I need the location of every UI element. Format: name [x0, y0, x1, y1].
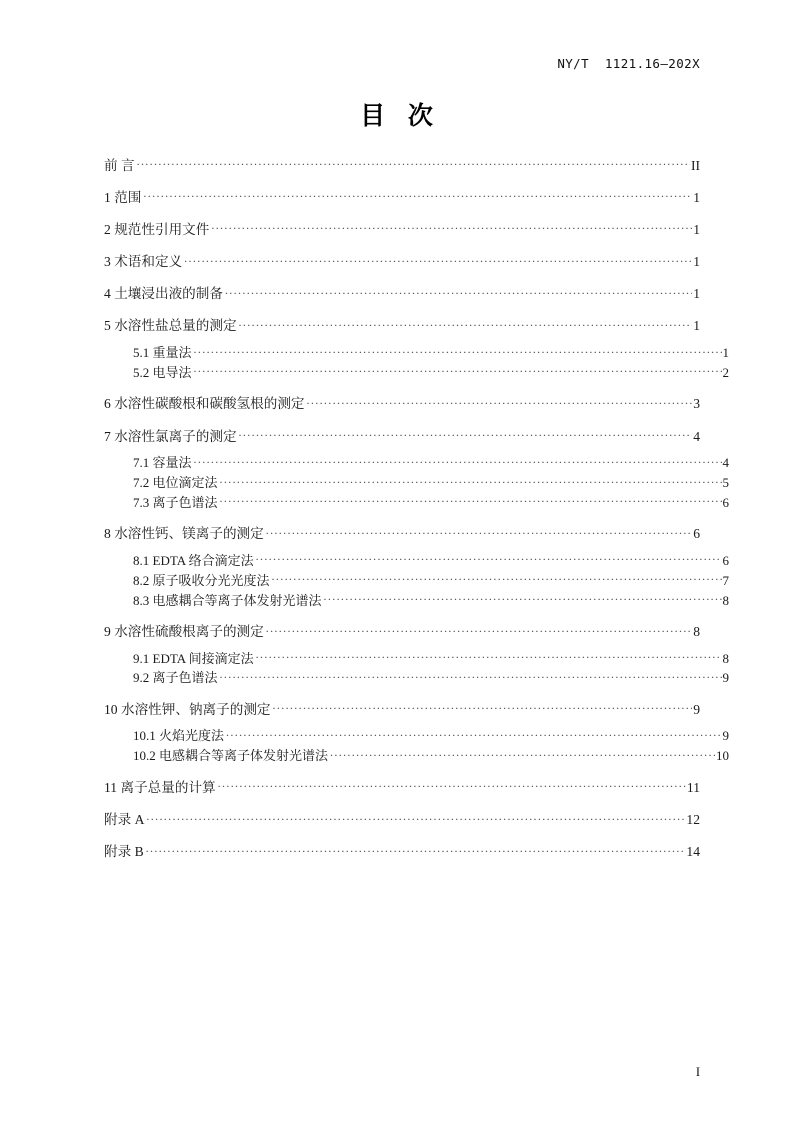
toc-entry[interactable] — [104, 843, 700, 861]
toc-leader-dots — [220, 474, 722, 487]
toc-entry-label: 1 范围 — [104, 189, 142, 205]
toc-entry-label: 9 水溶性硫酸根离子的测定 — [104, 624, 264, 640]
toc-leader-dots — [256, 552, 722, 565]
toc-entry-label: 附录 B — [104, 844, 144, 860]
toc-entry[interactable] — [104, 592, 729, 609]
toc-leader-dots — [239, 427, 693, 441]
toc-entry-page-number: 1 — [693, 189, 700, 205]
toc-entry-page-number: 2 — [722, 364, 729, 380]
footer-page-number: I — [695, 1065, 700, 1079]
running-header-standard-number: NY/T 1121.16—202X — [557, 56, 700, 71]
toc-leader-dots — [239, 317, 693, 331]
toc-entry-label: 2 规范性引用文件 — [104, 221, 210, 237]
toc-leader-dots — [273, 700, 693, 714]
toc-entry-label: 7.1 容量法 — [133, 455, 192, 471]
page-title: 目 次 — [360, 101, 440, 130]
toc-leader-dots — [307, 395, 693, 409]
toc-leader-dots — [184, 253, 692, 267]
toc-entry-page-number: 3 — [693, 396, 700, 412]
toc-entry-page-number: 12 — [686, 811, 700, 827]
toc-entry-page-number: 6 — [722, 552, 729, 568]
toc-entry-label: 9.1 EDTA 间接滴定法 — [133, 650, 254, 666]
toc-leader-dots — [220, 494, 722, 507]
toc-leader-dots — [272, 572, 722, 585]
toc-leader-dots — [143, 188, 692, 202]
toc-entry-page-number: 1 — [693, 254, 700, 270]
toc-entry[interactable] — [104, 700, 700, 718]
toc-entry-page-number: 9 — [722, 670, 729, 686]
toc-entry[interactable] — [104, 188, 700, 206]
toc-entry-label: 5.1 重量法 — [133, 345, 192, 361]
toc-entry-label: 7 水溶性氯离子的测定 — [104, 428, 237, 444]
toc-entry-label: 5.2 电导法 — [133, 364, 192, 380]
toc-leader-dots — [194, 454, 722, 467]
toc-entry[interactable] — [104, 285, 700, 303]
toc-entry[interactable] — [104, 474, 729, 491]
toc-leader-dots — [146, 843, 686, 857]
toc-leader-dots — [266, 622, 692, 636]
toc-entry-label: 7.3 离子色谱法 — [133, 494, 218, 510]
toc-entry-page-number: 6 — [722, 494, 729, 510]
toc-entry-page-number: 5 — [722, 474, 729, 490]
toc-leader-dots — [137, 156, 690, 170]
table-of-contents — [104, 156, 729, 861]
toc-entry[interactable] — [104, 552, 729, 569]
toc-leader-dots — [146, 810, 685, 824]
toc-entry-label: 9.2 离子色谱法 — [133, 670, 218, 686]
toc-entry[interactable] — [104, 427, 700, 445]
toc-entry-page-number: 1 — [722, 345, 729, 361]
toc-entry[interactable] — [104, 525, 700, 543]
toc-entry[interactable] — [104, 395, 700, 413]
toc-entry-label: 8.3 电感耦合等离子体发射光谱法 — [133, 592, 322, 608]
toc-entry[interactable] — [104, 669, 729, 686]
toc-entry[interactable] — [104, 253, 700, 271]
toc-entry-page-number: 1 — [693, 318, 700, 334]
toc-entry-page-number: 11 — [686, 779, 700, 795]
toc-entry-page-number: 1 — [693, 286, 700, 302]
toc-entry-page-number: 6 — [693, 526, 700, 542]
toc-entry[interactable] — [104, 622, 700, 640]
toc-entry-label: 8 水溶性钙、镁离子的测定 — [104, 526, 264, 542]
toc-entry-label: 10 水溶性钾、钠离子的测定 — [104, 701, 271, 717]
toc-entry[interactable] — [104, 220, 700, 238]
toc-entry[interactable] — [104, 727, 729, 744]
toc-entry[interactable] — [104, 364, 729, 381]
toc-leader-dots — [218, 778, 686, 792]
toc-entry-label: 10.2 电感耦合等离子体发射光谱法 — [133, 748, 329, 764]
toc-entry-page-number: 4 — [722, 455, 729, 471]
toc-entry-page-number: 9 — [722, 728, 729, 744]
toc-entry[interactable] — [104, 494, 729, 511]
toc-entry[interactable] — [104, 572, 729, 589]
toc-entry-page-number: 9 — [693, 701, 700, 717]
toc-entry-label: 4 土壤浸出液的制备 — [104, 286, 223, 302]
toc-entry[interactable] — [104, 747, 729, 764]
toc-entry-page-number: 4 — [693, 428, 700, 444]
toc-entry-page-number: 8 — [722, 592, 729, 608]
toc-entry-page-number: 7 — [722, 572, 729, 588]
toc-entry[interactable] — [104, 454, 729, 471]
toc-leader-dots — [225, 285, 692, 299]
toc-entry-page-number: 1 — [693, 221, 700, 237]
toc-entry[interactable] — [104, 778, 700, 796]
toc-leader-dots — [211, 220, 692, 234]
toc-leader-dots — [194, 364, 722, 377]
toc-entry[interactable] — [104, 810, 700, 828]
toc-entry-page-number: 8 — [693, 624, 700, 640]
toc-entry-label: 前 言 — [104, 157, 135, 173]
toc-entry-label: 8.1 EDTA 络合滴定法 — [133, 552, 254, 568]
toc-entry[interactable] — [104, 344, 729, 361]
toc-leader-dots — [220, 669, 722, 682]
toc-entry-label: 7.2 电位滴定法 — [133, 474, 218, 490]
toc-leader-dots — [330, 747, 715, 760]
toc-leader-dots — [194, 344, 722, 357]
toc-entry-page-number: II — [690, 157, 700, 173]
toc-entry-label: 11 离子总量的计算 — [104, 779, 216, 795]
toc-entry[interactable] — [104, 650, 729, 667]
toc-entry-page-number: 8 — [722, 650, 729, 666]
toc-entry-label: 8.2 原子吸收分光光度法 — [133, 572, 270, 588]
toc-entry-label: 5 水溶性盐总量的测定 — [104, 318, 237, 334]
toc-entry-page-number: 14 — [686, 844, 700, 860]
toc-leader-dots — [256, 650, 722, 663]
toc-entry-label: 6 水溶性碳酸根和碳酸氢根的测定 — [104, 396, 305, 412]
toc-leader-dots — [226, 727, 721, 740]
toc-entry[interactable] — [104, 156, 700, 174]
toc-entry-page-number: 10 — [716, 748, 729, 764]
toc-leader-dots — [266, 525, 692, 539]
toc-entry-label: 10.1 火焰光度法 — [133, 728, 225, 744]
toc-entry[interactable] — [104, 317, 700, 335]
toc-entry-label: 附录 A — [104, 811, 145, 827]
toc-leader-dots — [324, 592, 722, 605]
toc-entry-label: 3 术语和定义 — [104, 254, 183, 270]
